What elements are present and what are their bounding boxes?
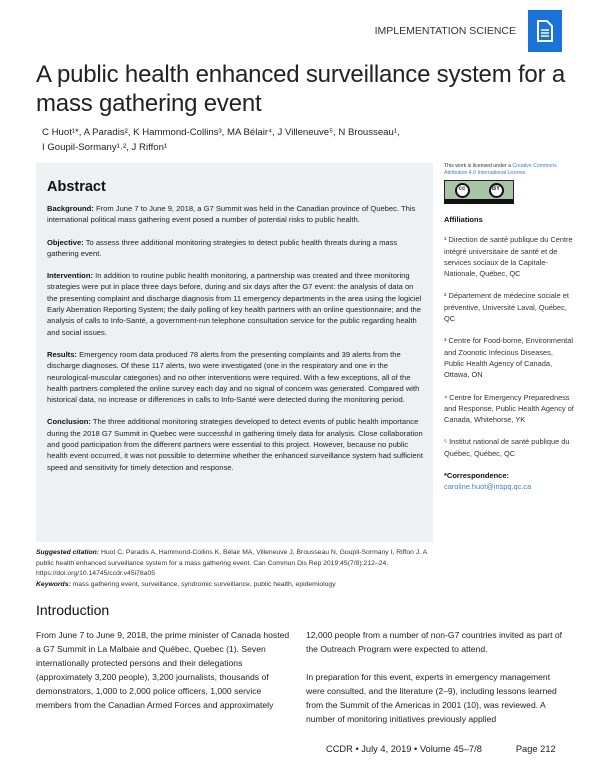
page-number: Page 212 bbox=[515, 744, 556, 754]
section-label: Results: bbox=[47, 349, 77, 359]
license-link[interactable]: Creative Commons Attribution 4.0 International License. bbox=[444, 163, 557, 176]
section-label: Conclusion: bbox=[47, 417, 91, 427]
correspondence-email[interactable]: caroline.huot@inspq.qc.ca bbox=[444, 482, 532, 492]
section-text: From June 7 to June 9, 2018, a G7 Summit was held in the Canadian province of Quebec. This international political mass gathering event posed a number of potential risks to public health. bbox=[47, 204, 416, 225]
abstract-intervention bbox=[47, 270, 423, 338]
header bbox=[36, 10, 562, 52]
authors-line: I Goupil-Sormany¹˒², J Riffon¹ bbox=[42, 141, 168, 153]
section-text: To assess three additional monitoring strategies to detect public health threats during a mass gathering event. bbox=[47, 237, 398, 258]
paragraph: In preparation for this event, experts in emergency management were consulted, and the literature (2–9), including lessons learned from the Summit of the Americas in 2001 (10), was reviewed. A number of monitoring initiatives previously applied bbox=[306, 672, 557, 724]
keywords-text: mass gathering event, surveillance, syndromic surveillance, public health, epidemiology bbox=[70, 580, 336, 588]
affiliations-heading: Affiliations bbox=[444, 215, 483, 224]
section-label: IMPLEMENTATION SCIENCE bbox=[374, 25, 516, 37]
intro-columns bbox=[36, 628, 576, 740]
suggested-citation bbox=[36, 548, 436, 590]
page-footer bbox=[326, 744, 576, 754]
affiliation: ³ Centre for Food-borne, Environmental and Zoonotic Infecious Diseases, Public Health Agency of Canada, Ottawa, ON bbox=[444, 336, 573, 380]
introduction-heading: Introduction bbox=[36, 602, 110, 618]
author-list bbox=[42, 126, 482, 155]
abstract-conclusion bbox=[47, 416, 423, 472]
section-text: The three additional monitoring strategies developed to detect events of public health importance during the 2018 G7 Summit in Quebec were successful in gathering timely data for analysis. Close collaboration and good participation from the different partners were essential to this project. However, because no public health event occurred, it was not possible to determine whether the enhanced surveillance system had sufficient speed and sensitivity for timely detection and response. bbox=[47, 417, 423, 472]
section-label: Background: bbox=[47, 204, 94, 213]
abstract-background bbox=[47, 203, 423, 226]
cc-icon: cc bbox=[455, 183, 470, 198]
abstract-heading: Abstract bbox=[47, 179, 106, 195]
authors-line: C Huot¹*, A Paradis², K Hammond-Collins³, MA Bélair⁴, J Villeneuve⁵, N Brousseau¹, bbox=[42, 127, 400, 138]
abstract-row bbox=[36, 163, 576, 542]
keywords-line bbox=[36, 580, 436, 591]
document-icon bbox=[528, 10, 562, 52]
section-label: Objective: bbox=[47, 237, 84, 247]
intro-left-column bbox=[36, 628, 296, 740]
abstract-results bbox=[47, 349, 423, 405]
section-text: Emergency room data produced 78 alerts from the presenting complaints and 39 alerts from the discharge diagnoses. Of these 117 alerts, two were investigated (one in the respiratory and one in the neurological-muscular categories) and no other interventions were required. With a few exceptions, all of the health partners completed the online survey each day and no signal of concern was generated. Compared with historical data, no increase or differences in calls to Info-Santé were detected during the monitoring period. bbox=[47, 349, 420, 405]
correspondence-label: *Correspondence: bbox=[444, 471, 510, 481]
citation-text: Huot C, Paradis A, Hammond-Collins K, Bélair MA, Villeneuve J, Brousseau N, Goupil-Sormany I, Riffon J. A public health enhanced surveillance system for a mass gathering event. Can Commun Dis Rep 2019;45(7/8):212–24. https://doi.org/10.14745/ccdr.v45i78a05 bbox=[36, 549, 427, 577]
journal-info: CCDR • July 4, 2019 • Volume 45–7/8 bbox=[326, 744, 482, 754]
paragraph: From June 7 to June 9, 2018, the prime minister of Canada hosted a G7 Summit in La Malbaie and Québec, Quebec (1). Seven internationally protected persons and their delegations (approximately 3,200 people), 3,200 journalists, thousands of demonstrators, 1,000 to 2,000 police officers, 1,000 service members from the Canadian Armed Forces and approximately bbox=[36, 630, 290, 710]
affiliation: ⁴ Centre for Emergency Preparedness and Response, Public Health Agency of Canada, Whitehorse, YK bbox=[444, 392, 574, 425]
citation-label: Suggested citation: bbox=[36, 549, 100, 556]
affiliation: ² Département de médecine sociale et préventive, Université Laval, Québec, QC bbox=[444, 291, 569, 324]
intro-right-column bbox=[306, 628, 566, 740]
section-label: Intervention: bbox=[47, 271, 93, 281]
sidebar bbox=[444, 163, 574, 493]
paragraph: 12,000 people from a number of non-G7 countries invited as part of the Outreach Program were expected to attend. bbox=[306, 630, 563, 654]
license-text: This work is licensed under a bbox=[444, 163, 513, 169]
cc-by-badge[interactable] bbox=[444, 180, 514, 204]
section-text: In addition to routine public health monitoring, a partnership was created and three monitoring strategies were put in place three days before, during and six days after the G7 event: the analysis of data on the presenting complaint and discharge diagnosis from 11 emergency departments in the area using the logiciel Early Aberration Reporting System; the daily polling of key health partners with an online questionnaire; and the analysis of calls to Info-Santé, a government-run telephone consultation service for the public regarding health and social issues. bbox=[47, 271, 422, 337]
license-note bbox=[444, 163, 574, 176]
keywords-label: Keywords: bbox=[36, 580, 71, 588]
abstract-objective bbox=[47, 237, 423, 260]
article-title: A public health enhanced surveillance system for a mass gathering event bbox=[36, 61, 565, 117]
affiliation: ¹ Direction de santé publique du Centre intégré universitaire de santé et de services sociaux de la Capitale-Nationale, Québec, QC bbox=[444, 235, 573, 279]
citation-line bbox=[36, 548, 436, 580]
affiliation: ⁵ Institut national de santé publique du Québec, Québec, QC bbox=[444, 437, 570, 458]
by-icon: BY bbox=[489, 183, 504, 198]
abstract-box bbox=[36, 163, 433, 542]
